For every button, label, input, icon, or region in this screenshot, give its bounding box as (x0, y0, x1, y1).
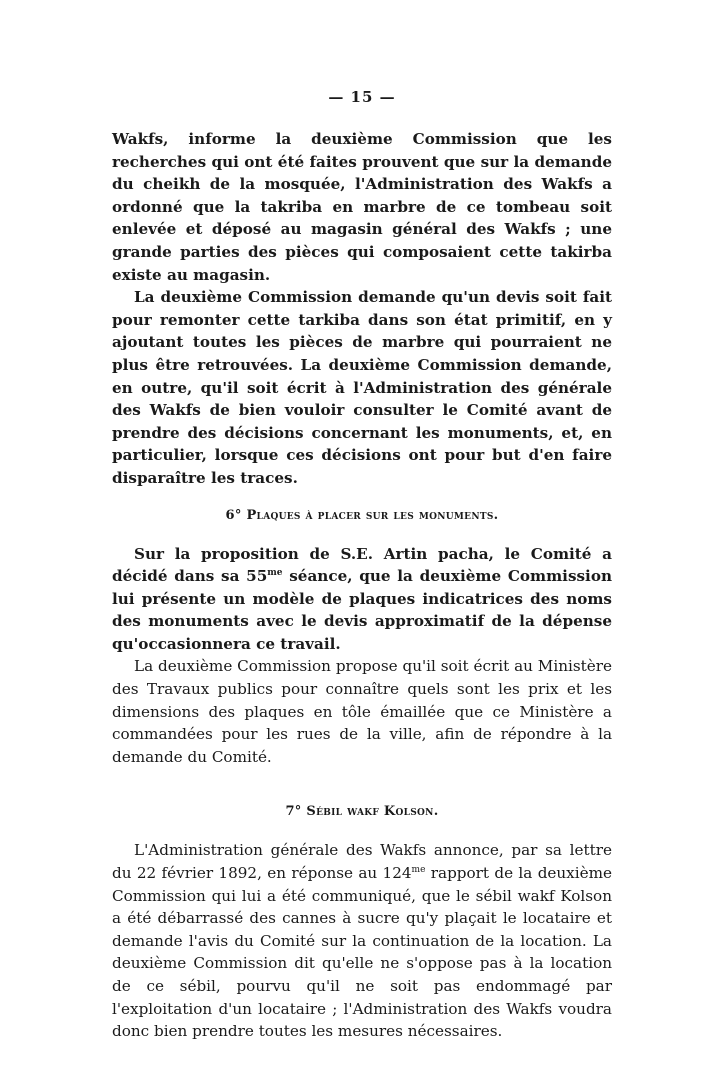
commission-paragraph: La deuxième Commission demande qu'un devis soit fait pour remonter cette tarkiba dans son état primitif, en y ajoutant toutes les pièces de marbre qui pourraient ne plus être retrouvées. La deuxième Commission demande, en outre, qu'il soit écrit à l'Administration des générale des Wakfs de bien vouloir consulter le Comité avant de prendre des décisions concernant les monuments, et, en particulier, lorsque ces décisions ont pour but d'en faire disparaître les traces. (112, 288, 612, 487)
section-6-p1-text-a: Sur la proposition de S.E. Artin pacha, le Comité a décidé dans sa 55 (112, 544, 612, 586)
section-6-heading: 6° Plaques à placer sur les monuments. (225, 507, 499, 523)
section-6-paragraph-2: La deuxième Commission propose qu'il soit écrit au Ministère des Travaux publics pour connaître quels sont les prix et les dimensions des plaques en tôle émaillée que ce Ministère a commandées pour les rues de la ville, afin de répondre à la demande du Comité. (112, 657, 612, 766)
section-6-p1-text-b: séance, que la deuxième Commission lui présente un modèle de plaques indicatrices des noms des monuments avec le devis approximatif de la dépense qu'occasionnera ce travail. (112, 567, 612, 653)
section-6-p1-superscript: me (267, 568, 283, 579)
section-7-text-a: L'Administration générale des Wakfs annonce, par sa lettre du 22 février 1892, en réponse au 124 (112, 841, 612, 883)
section-7-heading: 7° Sébil wakf Kolson. (285, 804, 439, 820)
section-7-paragraph (112, 839, 612, 1042)
section-7-superscript: me (411, 864, 426, 875)
intro-paragraph: Wakfs, informe la deuxième Commission que les recherches qui ont été faites prouvent que sur la demande du cheikh de la mosquée, l'Administration des Wakfs a ordonné que la takriba en marbre de ce tombeau soit enlevée et déposé au magasin général des Wakfs ; une grande parties des pièces qui composaient cette takirba existe au magasin. (112, 130, 612, 284)
section-6-paragraph-1 (112, 543, 612, 656)
section-7-text-b: rapport de la deuxième Commission qui lui a été communiqué, que le sébil wakf Kolson a été débarrassé des cannes à sucre qu'y plaçait le locataire et demande l'avis du Comité sur la continuation de la location. La deuxième Commission dit qu'elle ne s'oppose pas à la location de ce sébil, pourvu qu'il ne soit pas endommagé par l'exploitation d'un locataire ; l'Administration des Wakfs voudra donc bien prendre toutes les mesures nécessaires. (112, 864, 612, 1041)
page-number: — 15 — (328, 88, 396, 106)
